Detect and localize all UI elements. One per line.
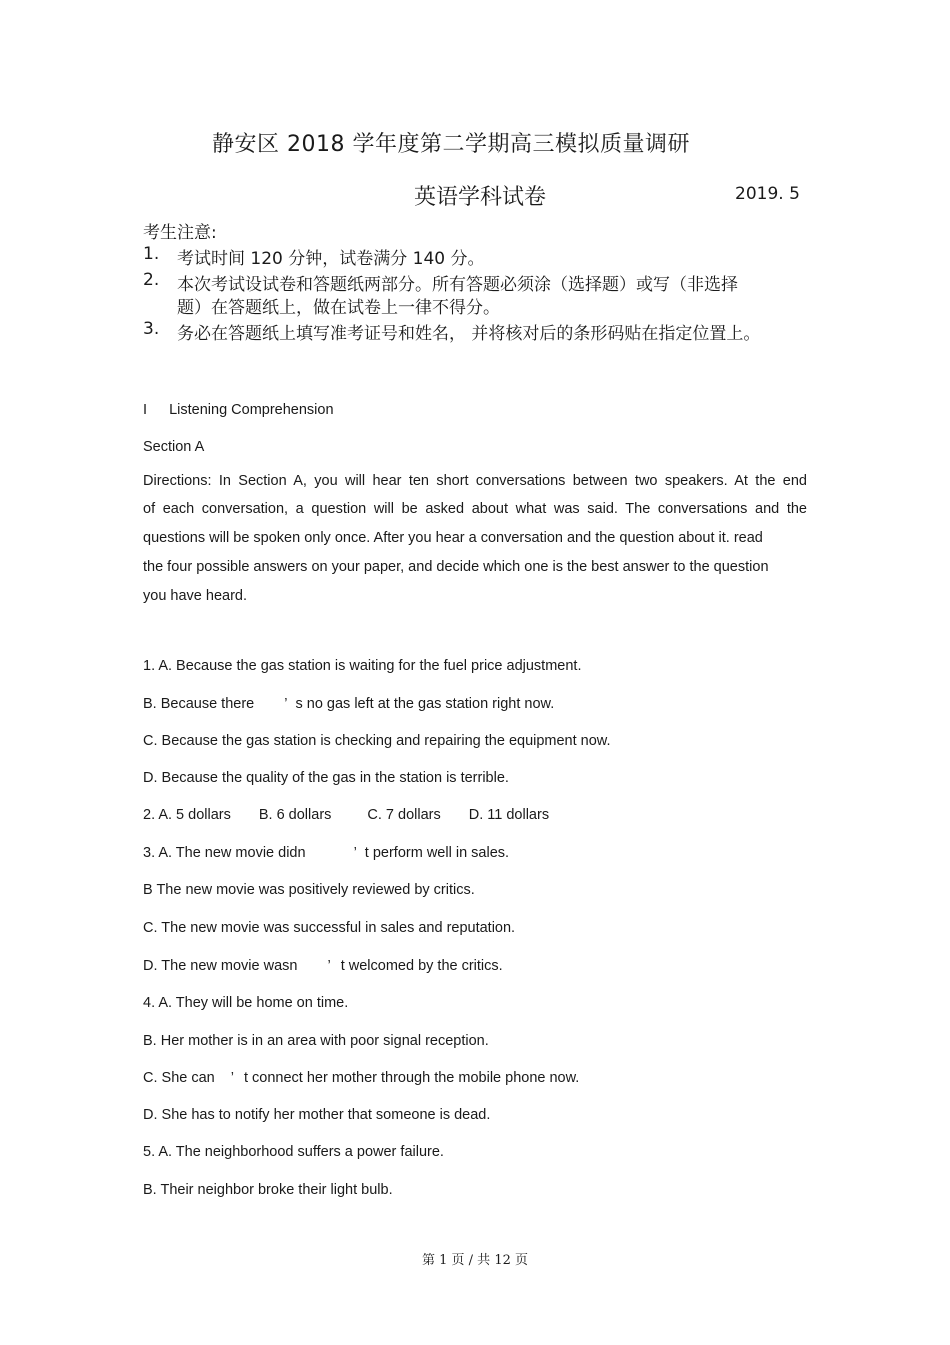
q1-option-c: C. Because the gas station is checking and repairing the equipment now. <box>143 733 611 749</box>
notice-item-number: 3. <box>143 319 160 339</box>
part-name: Listening Comprehension <box>169 402 334 418</box>
option-text: 3. A. The new movie didn <box>143 845 306 861</box>
notice-item-text: 题）在答题纸上，做在试卷上一律不得分。 <box>177 298 500 318</box>
q1-option-a: 1. A. Because the gas station is waiting for the fuel price adjustment. <box>143 658 582 674</box>
exam-date: 2019. 5 <box>735 184 800 204</box>
exam-subtitle: 英语学科试卷 <box>414 185 547 210</box>
option-text: s no gas left at the gas station right now. <box>295 696 555 712</box>
q2-option-a: 2. A. 5 dollars <box>143 807 231 823</box>
q3-option-a <box>143 845 509 861</box>
q4-option-c <box>143 1070 579 1086</box>
notice-item-text: 务必在答题纸上填写准考证号和姓名， 并将核对后的条形码贴在指定位置上。 <box>177 324 761 344</box>
directions-line-3: questions will be spoken only once. After you hear a conversation and the question about it. read <box>143 530 763 546</box>
directions-line-5: you have heard. <box>143 588 247 604</box>
apostrophe: ’ <box>230 1070 234 1086</box>
q3-option-d <box>143 958 503 974</box>
option-text: B. Because there <box>143 696 255 712</box>
option-text: t welcomed by the critics. <box>340 958 503 974</box>
option-text: t perform well in sales. <box>364 845 510 861</box>
section-heading: Section A <box>143 439 205 455</box>
notice-heading: 考生注意: <box>143 223 217 243</box>
notice-item-number: 2. <box>143 270 160 290</box>
q3-option-b: B The new movie was positively reviewed by critics. <box>143 882 475 898</box>
q5-option-b: B. Their neighbor broke their light bulb. <box>143 1182 393 1198</box>
q2-option-b: B. 6 dollars <box>258 807 332 823</box>
part-heading <box>143 402 334 418</box>
apostrophe: ’ <box>284 696 288 712</box>
page-footer: 第 1 页 / 共 12 页 <box>422 1253 528 1268</box>
q5-option-a: 5. A. The neighborhood suffers a power failure. <box>143 1144 444 1160</box>
q2-options <box>143 807 549 823</box>
q2-option-c: C. 7 dollars <box>367 807 441 823</box>
q4-option-a: 4. A. They will be home on time. <box>143 995 349 1011</box>
directions-line-2: of each conversation, a question will be asked about what was said. The conversations and the <box>143 501 807 517</box>
notice-item-number: 1. <box>143 244 160 264</box>
option-text: C. She can <box>143 1070 215 1086</box>
q1-option-d: D. Because the quality of the gas in the station is terrible. <box>143 770 509 786</box>
q4-option-b: B. Her mother is in an area with poor signal reception. <box>143 1033 489 1049</box>
option-text: t connect her mother through the mobile phone now. <box>243 1070 580 1086</box>
directions-line-4: the four possible answers on your paper, and decide which one is the best answer to the question <box>143 559 769 575</box>
q4-option-d: D. She has to notify her mother that someone is dead. <box>143 1107 491 1123</box>
notice-item-text: 考试时间 120 分钟，试卷满分 140 分。 <box>177 249 485 269</box>
q2-option-d: D. 11 dollars <box>468 807 550 823</box>
part-roman: I <box>143 402 148 418</box>
directions-line-1: Directions: In Section A, you will hear ten short conversations between two speakers. At the end <box>143 473 807 489</box>
notice-item-text: 本次考试设试卷和答题纸两部分。所有答题必须涂（选择题）或写（非选择 <box>177 275 738 295</box>
option-text: D. The new movie wasn <box>143 958 298 974</box>
apostrophe: ’ <box>353 845 357 861</box>
q3-option-c: C. The new movie was successful in sales and reputation. <box>143 920 516 936</box>
q1-option-b <box>143 696 554 712</box>
exam-title: 静安区 2018 学年度第二学期高三模拟质量调研 <box>212 132 690 157</box>
apostrophe: ’ <box>327 958 331 974</box>
